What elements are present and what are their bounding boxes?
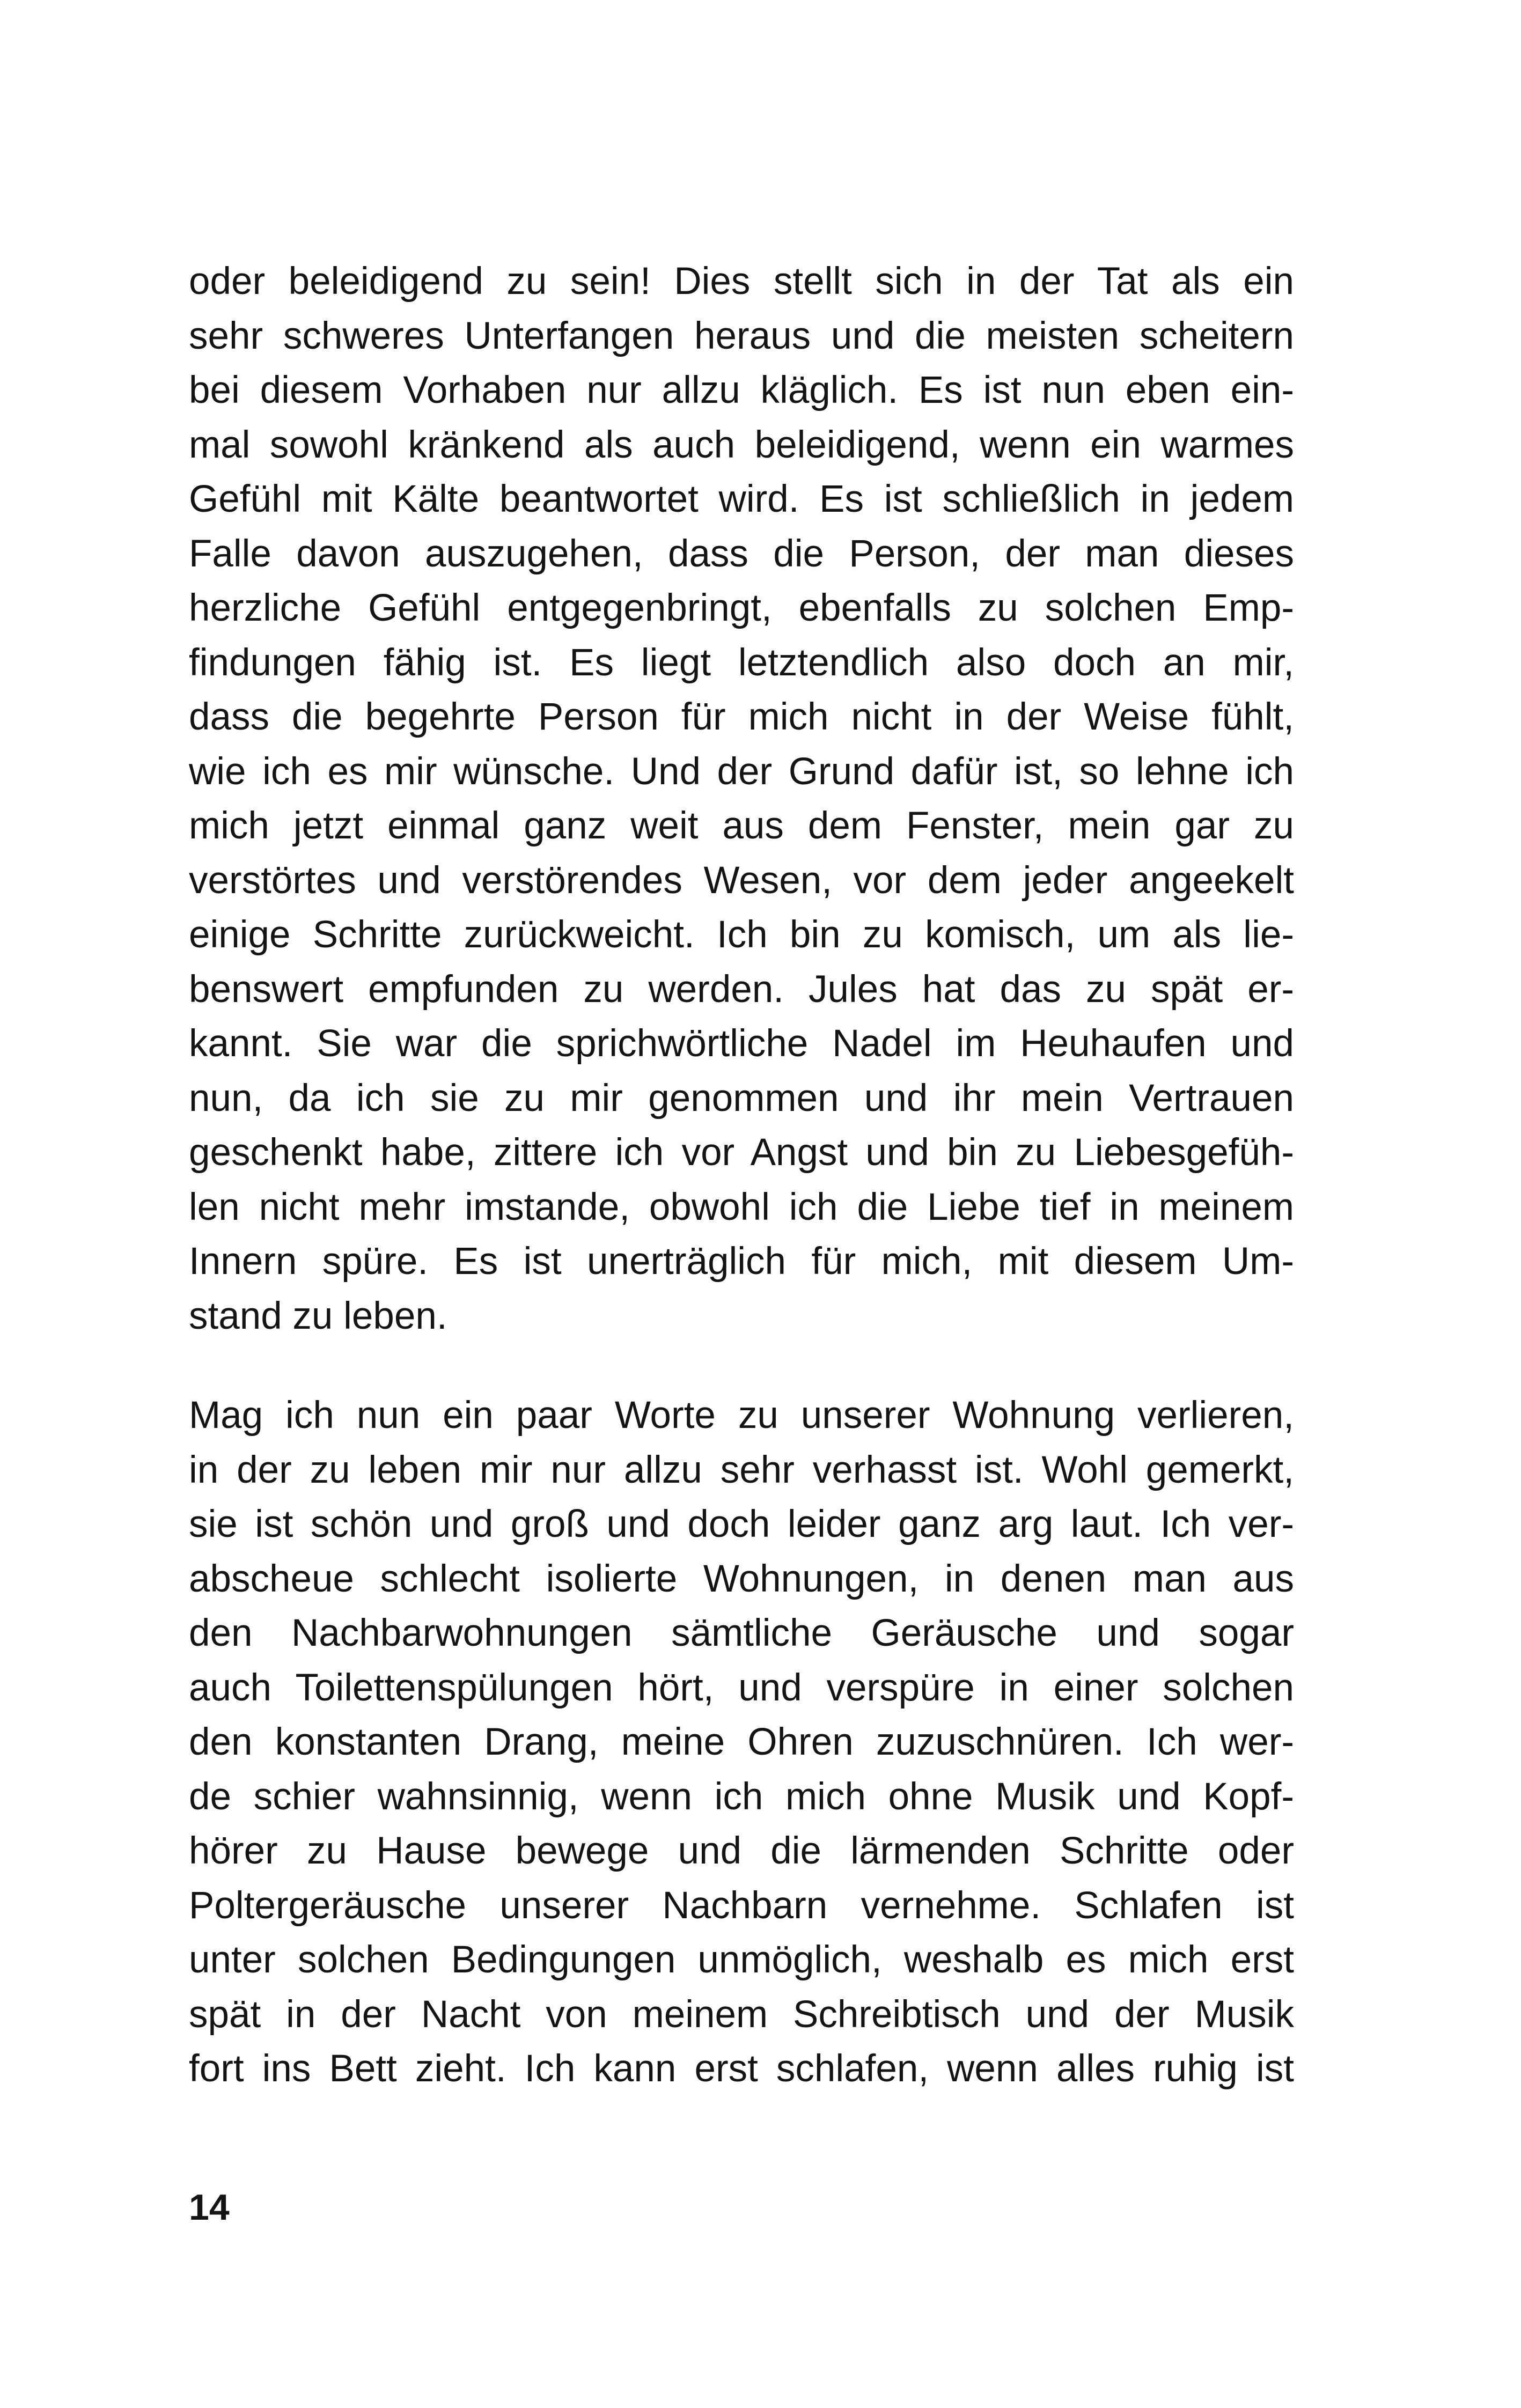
text-line: abscheue schlecht isolierte Wohnungen, in denen man aus xyxy=(189,1557,1294,1600)
text-line: dass die begehrte Person für mich nicht in der Weise fühlt, xyxy=(189,696,1294,738)
text-line: fort ins Bett zieht. Ich kann erst schlafen, wenn alles ruhig ist xyxy=(189,2048,1294,2090)
text-line: Falle davon auszugehen, dass die Person, der man dieses xyxy=(189,532,1294,575)
text-line: de schier wahnsinnig, wenn ich mich ohne Musik und Kopf- xyxy=(189,1775,1294,1818)
text-line: bei diesem Vorhaben nur allzu kläglich. Es ist nun eben ein- xyxy=(189,369,1294,411)
text-line: sehr schweres Unterfangen heraus und die meisten scheitern xyxy=(189,314,1294,357)
text-line: verstörtes und verstörendes Wesen, vor dem jeder angeekelt xyxy=(189,859,1294,902)
text-line: Innern spüre. Es ist unerträglich für mich, mit diesem Um- xyxy=(189,1240,1294,1283)
text-line: in der zu leben mir nur allzu sehr verhasst ist. Wohl gemerkt, xyxy=(189,1448,1294,1491)
text-line: findungen fähig ist. Es liegt letztendlich also doch an mir, xyxy=(189,641,1294,684)
text-line: oder beleidigend zu sein! Dies stellt sich in der Tat als ein xyxy=(189,260,1294,303)
text-line: den konstanten Drang, meine Ohren zuzuschnüren. Ich wer- xyxy=(189,1721,1294,1763)
text-line: sie ist schön und groß und doch leider ganz arg laut. Ich ver- xyxy=(189,1503,1294,1545)
paragraph xyxy=(189,1388,1294,2096)
text-line: Poltergeräusche unserer Nachbarn vernehme. Schlafen ist xyxy=(189,1884,1294,1927)
text-line: nun, da ich sie zu mir genommen und ihr mein Vertrauen xyxy=(189,1077,1294,1120)
text-line: Mag ich nun ein paar Worte zu unserer Wohnung verlieren, xyxy=(189,1394,1294,1437)
text-line: len nicht mehr imstande, obwohl ich die Liebe tief in meinem xyxy=(189,1185,1294,1228)
text-line: Gefühl mit Kälte beantwortet wird. Es ist schließlich in jedem xyxy=(189,478,1294,520)
text-line: wie ich es mir wünsche. Und der Grund dafür ist, so lehne ich xyxy=(189,750,1294,793)
paragraph xyxy=(189,254,1294,1343)
text-line: auch Toilettenspülungen hört, und verspüre in einer solchen xyxy=(189,1666,1294,1709)
text-line: einige Schritte zurückweicht. Ich bin zu komisch, um als lie- xyxy=(189,914,1294,956)
text-line: hörer zu Hause bewege und die lärmenden Schritte oder xyxy=(189,1830,1294,1872)
text-line: den Nachbarwohnungen sämtliche Geräusche und sogar xyxy=(189,1612,1294,1654)
text-line: spät in der Nacht von meinem Schreibtisch und der Musik xyxy=(189,1993,1294,2036)
page-number: 14 xyxy=(189,2187,230,2228)
text-line: herzliche Gefühl entgegenbringt, ebenfalls zu solchen Emp- xyxy=(189,587,1294,629)
text-line: kannt. Sie war die sprichwörtliche Nadel im Heuhaufen und xyxy=(189,1022,1294,1065)
text-line: geschenkt habe, zittere ich vor Angst und bin zu Liebesgefüh- xyxy=(189,1131,1294,1174)
text-line: benswert empfunden zu werden. Jules hat das zu spät er- xyxy=(189,968,1294,1011)
text-line: mal sowohl kränkend als auch beleidigend, wenn ein warmes xyxy=(189,423,1294,466)
text-line: unter solchen Bedingungen unmöglich, weshalb es mich erst xyxy=(189,1939,1294,1981)
text-line: stand zu leben. xyxy=(189,1294,447,1337)
text-line: mich jetzt einmal ganz weit aus dem Fenster, mein gar zu xyxy=(189,805,1294,847)
